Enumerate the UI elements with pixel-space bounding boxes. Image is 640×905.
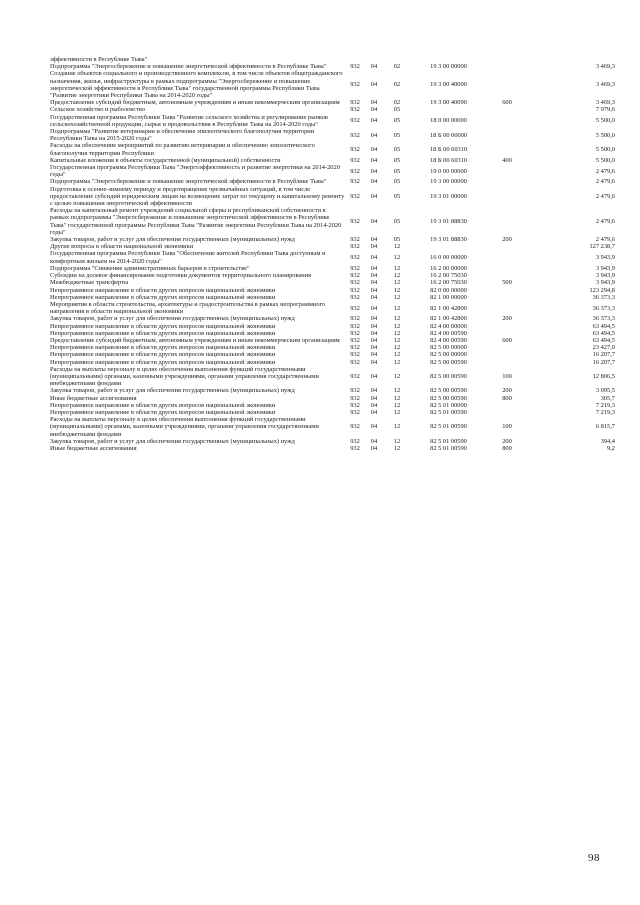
row-subsection: 12 — [393, 408, 401, 416]
table-row — [50, 387, 615, 394]
table-row — [50, 63, 615, 70]
row-subsection: 05 — [393, 192, 401, 200]
row-amount: 3 943,9 — [595, 272, 615, 280]
row-expense-type — [487, 186, 527, 208]
row-section: 04 — [370, 81, 378, 89]
row-admin-code: 932 — [350, 272, 360, 280]
row-target-article — [410, 56, 487, 63]
row-expense-type: 800 — [502, 394, 512, 402]
row-admin-code: 932 — [350, 178, 360, 186]
row-expense-type — [487, 294, 527, 301]
row-target-article: 18 Б 00 60310 — [429, 156, 468, 164]
row-amount: 5 500,0 — [595, 131, 615, 139]
row-target-article: 82 4 00 00000 — [430, 322, 467, 330]
table-row — [50, 250, 615, 264]
row-section: 04 — [370, 99, 378, 107]
row-section: 04 — [370, 336, 378, 344]
row-name: эффективности в Республике Тыва" — [50, 56, 148, 63]
row-section: 04 — [370, 106, 378, 114]
row-admin-code: 932 — [350, 156, 360, 164]
row-admin-code: 932 — [350, 351, 360, 359]
row-name: Непрограммное направление в области других вопросов национальной экономики — [50, 358, 276, 366]
row-amount: 16 207,7 — [592, 358, 615, 366]
row-expense-type: 200 — [502, 437, 512, 445]
row-expense-type: 100 — [502, 423, 512, 431]
row-subsection: 12 — [393, 444, 401, 452]
row-target-article: 19 3 01 00000 — [430, 192, 467, 200]
row-name: Создание объектов социального и производственного комплексов, в том числе объектов общегражданского назначения, жилья, инфраструктуры в рамках подпрограммы "Энергосбережение и повышение энергетической эффективности в Республике Тыва" государственной программы Республики Тыва "Развитие энергетики Республики Тыва на 2014-2020 годы" — [50, 70, 343, 100]
row-subsection: 05 — [393, 106, 401, 114]
row-admin-code: 932 — [350, 423, 360, 431]
row-name: Закупка товаров, работ и услуг для обеспечения государственных (муниципальных) нужд — [50, 315, 295, 323]
row-name: Расходы на выплаты персоналу в целях обеспечения выполнения функций государственными (муниципальными) органами, казенными учреждениями, органами управления государственными внебюджетными фондами — [50, 365, 319, 388]
row-admin-code: 932 — [350, 344, 360, 352]
row-amount: 2 479,6 — [595, 218, 615, 226]
row-subsection: 12 — [393, 279, 401, 287]
row-target-article: 82 5 00 00000 — [430, 351, 467, 359]
table-row — [50, 366, 615, 388]
row-subsection: 12 — [393, 344, 401, 352]
row-amount: 63 494,5 — [592, 322, 615, 330]
row-target-article: 82 4 00 00590 — [430, 329, 467, 337]
row-amount: 3 943,9 — [595, 264, 615, 272]
row-admin-code: 932 — [350, 131, 360, 139]
row-target-article: 82 1 00 42800 — [430, 315, 467, 323]
row-amount: 16 207,7 — [592, 351, 615, 359]
row-admin-code: 932 — [350, 106, 360, 114]
row-subsection: 05 — [393, 178, 401, 186]
row-subsection: 12 — [393, 264, 401, 272]
row-name: Непрограммное направление в области других вопросов национальной экономики — [50, 408, 276, 416]
row-subsection: 05 — [393, 236, 401, 244]
row-target-article: 19 0 00 00000 — [430, 167, 467, 175]
row-section: 04 — [370, 423, 378, 431]
row-admin-code: 932 — [350, 279, 360, 287]
row-section: 04 — [370, 218, 378, 226]
row-expense-type: 200 — [502, 236, 512, 244]
row-amount: 63 494,5 — [592, 329, 615, 337]
row-name: Подпрограмма "Развитие ветеринарии и обеспечение эпизоотического благополучия территории Республики Тыва на 2015-2020 годы" — [50, 128, 315, 143]
row-section: 04 — [370, 437, 378, 445]
row-subsection: 05 — [393, 131, 401, 139]
row-target-article: 19 3 01 88830 — [430, 236, 467, 244]
row-expense-type — [487, 402, 527, 409]
row-target-article: 82 4 00 00590 — [430, 336, 467, 344]
row-name: Государственная программа Республики Тыва "Развитие сельского хозяйства и регулирование рынков сельскохозяйственной продукции, сырья и продовольствия в Республике Тыва на 2014-2020 годы" — [50, 113, 328, 128]
table-row — [50, 265, 615, 272]
table-row — [50, 157, 615, 164]
row-subsection: 05 — [393, 156, 401, 164]
table-row — [50, 279, 615, 286]
row-subsection: 05 — [393, 117, 401, 125]
row-target-article: 16 0 00 00000 — [430, 254, 467, 262]
row-expense-type — [487, 323, 527, 330]
row-subsection: 12 — [393, 372, 401, 380]
row-amount: 3 095,5 — [595, 387, 615, 395]
row-section: 04 — [370, 236, 378, 244]
table-row — [50, 207, 615, 236]
table-row — [50, 409, 615, 416]
row-subsection: 12 — [393, 351, 401, 359]
row-section: 04 — [370, 192, 378, 200]
row-admin-code: 932 — [350, 243, 360, 251]
row-expense-type — [487, 330, 527, 337]
row-target-article: 82 1 00 42800 — [430, 304, 467, 312]
table-row — [50, 351, 615, 358]
page-number: 98 — [588, 852, 600, 864]
row-section: 04 — [370, 444, 378, 452]
table-row — [50, 323, 615, 330]
row-target-article: 82 5 00 00590 — [430, 394, 467, 402]
row-amount: 5 500,0 — [595, 117, 615, 125]
row-subsection: 12 — [393, 254, 401, 262]
row-amount: 3 469,3 — [595, 81, 615, 89]
row-target-article: 19 3 00 40090 — [430, 99, 467, 107]
row-section — [364, 56, 384, 63]
table-row — [50, 344, 615, 351]
row-section: 04 — [370, 279, 378, 287]
row-amount: 23 427,0 — [592, 344, 615, 352]
row-section: 04 — [370, 358, 378, 366]
table-row — [50, 301, 615, 315]
row-admin-code: 932 — [350, 401, 360, 409]
row-expense-type — [487, 250, 527, 264]
row-section: 04 — [370, 117, 378, 125]
row-expense-type — [487, 287, 527, 294]
row-section: 04 — [370, 304, 378, 312]
table-row — [50, 128, 615, 142]
row-section: 04 — [370, 156, 378, 164]
row-name: Непрограммное направление в области других вопросов национальной экономики — [50, 344, 276, 352]
row-name: Предоставление субсидий бюджетным, автономным учреждениям и иным некоммерческим организациям — [50, 99, 340, 107]
row-expense-type — [487, 207, 527, 236]
row-amount: 9,2 — [607, 444, 615, 452]
row-amount: 5 500,0 — [595, 156, 615, 164]
table-row — [50, 294, 615, 301]
table-row — [50, 236, 615, 243]
row-amount: 36 373,3 — [592, 293, 615, 301]
row-subsection: 12 — [393, 315, 401, 323]
row-admin-code: 932 — [350, 146, 360, 154]
table-row — [50, 359, 615, 366]
row-subsection: 12 — [393, 394, 401, 402]
table-row — [50, 416, 615, 438]
row-admin-code: 932 — [350, 117, 360, 125]
row-subsection: 12 — [393, 387, 401, 395]
row-admin-code: 932 — [350, 387, 360, 395]
row-expense-type — [487, 359, 527, 366]
row-name: Государственная программа Республики Тыва "Энергоэффективность и развитие энергетики на 2014-2020 годы" — [50, 164, 340, 179]
row-expense-type: 800 — [502, 444, 512, 452]
row-amount: 305,7 — [600, 394, 615, 402]
row-expense-type: 200 — [502, 315, 512, 323]
row-target-article: 82 5 00 00590 — [430, 387, 467, 395]
table-row — [50, 164, 615, 178]
row-target-article: 82 5 00 00000 — [430, 344, 467, 352]
row-expense-type — [487, 409, 527, 416]
row-subsection: 12 — [393, 437, 401, 445]
row-admin-code: 932 — [350, 236, 360, 244]
row-subsection: 12 — [393, 293, 401, 301]
row-target-article: 82 5 01 00000 — [430, 401, 467, 409]
row-section: 04 — [370, 315, 378, 323]
row-name: Капитальные вложения в объекты государственной (муниципальной) собственности — [50, 156, 281, 164]
row-name: Сельское хозяйство и рыболовство — [50, 106, 146, 114]
table-row — [50, 106, 615, 113]
row-amount: 5 500,0 — [595, 146, 615, 154]
table-row — [50, 272, 615, 279]
row-section: 04 — [370, 293, 378, 301]
row-name: Иные бюджетные ассигнования — [50, 394, 137, 402]
row-subsection: 12 — [393, 243, 401, 251]
row-subsection: 05 — [393, 167, 401, 175]
row-amount: 7 979,6 — [595, 106, 615, 114]
row-name: Непрограммное направление в области других вопросов национальной экономики — [50, 351, 276, 359]
row-section: 04 — [370, 322, 378, 330]
row-admin-code: 932 — [350, 63, 360, 71]
row-target-article: 82 1 00 00000 — [430, 293, 467, 301]
row-target-article: 19 3 00 00000 — [430, 63, 467, 71]
row-amount: 7 219,3 — [595, 401, 615, 409]
row-section: 04 — [370, 344, 378, 352]
row-section: 04 — [370, 329, 378, 337]
row-target-article: 82 5 01 00590 — [430, 423, 467, 431]
row-subsection: 12 — [393, 358, 401, 366]
row-target-article: 19 3 00 00000 — [430, 178, 467, 186]
row-admin-code — [346, 56, 364, 63]
row-amount: 3 469,3 — [595, 99, 615, 107]
row-target-article: 82 0 00 00000 — [430, 286, 467, 294]
row-admin-code: 932 — [350, 336, 360, 344]
row-target-article: 19 3 00 40090 — [430, 81, 467, 89]
row-target-article: 18 Б 00 00000 — [429, 131, 468, 139]
row-subsection: 02 — [393, 99, 401, 107]
row-target-article: 19 3 01 88830 — [430, 218, 467, 226]
row-subsection — [384, 56, 410, 63]
table-row — [50, 330, 615, 337]
row-admin-code: 932 — [350, 167, 360, 175]
row-amount: 3 943,9 — [595, 254, 615, 262]
row-amount — [527, 56, 615, 63]
row-expense-type: 500 — [502, 279, 512, 287]
row-amount: 2 479,6 — [595, 192, 615, 200]
row-name: Расходы на обеспечение мероприятий по развитию ветеринарии и обеспечению эпизоотического благополучия территории Республики — [50, 142, 315, 157]
row-expense-type — [487, 344, 527, 351]
row-admin-code: 932 — [350, 408, 360, 416]
row-subsection: 12 — [393, 322, 401, 330]
row-name: Предоставление субсидий бюджетным, автономным учреждениям и иным некоммерческим организациям — [50, 336, 340, 344]
row-expense-type — [487, 70, 527, 99]
row-expense-type — [487, 142, 527, 156]
row-section: 04 — [370, 408, 378, 416]
row-name: Подготовка к осенне-зимнему периоду и предотвращение чрезвычайных ситуаций, в том числе предоставление субсидий юридическим лицам на возмещение затрат по текущему и капитальному ремонту с целью повышения энергетической эффективности — [50, 185, 345, 208]
row-subsection: 12 — [393, 401, 401, 409]
row-subsection: 05 — [393, 218, 401, 226]
row-expense-type — [487, 178, 527, 185]
table-row — [50, 438, 615, 445]
row-section: 04 — [370, 372, 378, 380]
row-admin-code: 932 — [350, 254, 360, 262]
row-name: Государственная программа Республики Тыва "Обеспечение жителей Республики Тыва доступным и комфортным жильем на 2014-2020 годы" — [50, 250, 326, 265]
row-section: 04 — [370, 272, 378, 280]
row-admin-code: 932 — [350, 315, 360, 323]
row-target-article: 18 0 00 00000 — [430, 117, 467, 125]
row-subsection: 12 — [393, 336, 401, 344]
table-row — [50, 178, 615, 185]
row-amount: 2 479,6 — [595, 167, 615, 175]
row-subsection: 12 — [393, 304, 401, 312]
row-amount: 36 373,3 — [592, 304, 615, 312]
row-section: 04 — [370, 387, 378, 395]
table-row — [50, 114, 615, 128]
table-row — [50, 445, 615, 452]
row-expense-type — [487, 301, 527, 315]
row-section: 04 — [370, 351, 378, 359]
row-admin-code: 932 — [350, 322, 360, 330]
row-section: 04 — [370, 401, 378, 409]
row-expense-type — [487, 56, 527, 63]
table-row — [50, 315, 615, 322]
row-target-article: 16 2 00 75030 — [430, 272, 467, 280]
row-subsection: 12 — [393, 272, 401, 280]
row-amount: 3 469,3 — [595, 63, 615, 71]
table-row — [50, 337, 615, 344]
row-subsection: 12 — [393, 423, 401, 431]
budget-table — [50, 56, 615, 452]
row-name: Закупка товаров, работ и услуг для обеспечения государственных (муниципальных) нужд — [50, 437, 295, 445]
budget-table-body — [50, 56, 615, 452]
row-target-article: 82 5 00 00590 — [430, 358, 467, 366]
row-expense-type — [487, 114, 527, 128]
row-name: Подпрограмма "Снижение административных барьеров в строительстве" — [50, 264, 250, 272]
row-name: Закупка товаров, работ и услуг для обеспечения государственных (муниципальных) нужд — [50, 236, 295, 244]
row-section: 04 — [370, 167, 378, 175]
row-name: Мероприятия в области строительства, архитектуры и градостроительства в рамках непрограммного направления в области национальной экономики — [50, 300, 326, 316]
row-target-article — [410, 106, 487, 113]
row-amount: 2 479,6 — [595, 236, 615, 244]
table-row — [50, 99, 615, 106]
row-name: Непрограммное направление в области других вопросов национальной экономики — [50, 293, 276, 301]
row-name: Иные бюджетные ассигнования — [50, 444, 137, 452]
row-section: 04 — [370, 394, 378, 402]
row-name: Межбюджетные трансферты — [50, 279, 129, 287]
row-section: 04 — [370, 131, 378, 139]
row-amount: 63 494,5 — [592, 336, 615, 344]
row-admin-code: 932 — [350, 444, 360, 452]
table-row — [50, 56, 615, 63]
row-admin-code: 932 — [350, 81, 360, 89]
row-target-article: 82 5 01 00590 — [430, 437, 467, 445]
table-row — [50, 70, 615, 99]
row-subsection: 12 — [393, 286, 401, 294]
row-name: Расходы на выплаты персоналу в целях обеспечения выполнения функций государственными (муниципальными) органами, казенными учреждениями, органами управления государственными внебюджетными фондами — [50, 416, 319, 438]
row-subsection: 02 — [393, 63, 401, 71]
row-target-article: 82 5 01 00590 — [430, 408, 467, 416]
row-name: Непрограммное направление в области других вопросов национальной экономики — [50, 286, 276, 294]
row-subsection: 12 — [393, 329, 401, 337]
table-row — [50, 142, 615, 156]
row-expense-type: 200 — [502, 387, 512, 395]
row-amount: 3 943,9 — [595, 279, 615, 287]
row-admin-code: 932 — [350, 372, 360, 380]
row-section: 04 — [370, 63, 378, 71]
row-expense-type — [487, 265, 527, 272]
table-row — [50, 395, 615, 402]
row-admin-code: 932 — [350, 264, 360, 272]
row-section: 04 — [370, 254, 378, 262]
row-target-article — [410, 243, 487, 250]
row-name: Непрограммное направление в области других вопросов национальной экономики — [50, 322, 276, 330]
row-section: 04 — [370, 146, 378, 154]
row-expense-type — [487, 272, 527, 279]
table-row — [50, 402, 615, 409]
row-admin-code: 932 — [350, 218, 360, 226]
row-name: Непрограммное направление в области других вопросов национальной экономики — [50, 401, 276, 409]
row-expense-type — [487, 243, 527, 250]
row-target-article: 18 Б 00 60310 — [429, 146, 468, 154]
row-section: 04 — [370, 243, 378, 251]
row-amount: 127 238,7 — [589, 243, 615, 251]
row-expense-type — [487, 63, 527, 70]
row-admin-code: 932 — [350, 358, 360, 366]
row-amount: 7 219,3 — [595, 408, 615, 416]
row-name: Подпрограмма "Энергосбережение и повышение энергетической эффективности в Республике Тыва" — [50, 63, 327, 71]
row-name: Субсидии на долевое финансирование подготовки документов территориального планирования — [50, 272, 312, 280]
row-admin-code: 932 — [350, 286, 360, 294]
row-name: Закупка товаров, работ и услуг для обеспечения государственных (муниципальных) нужд — [50, 387, 295, 395]
row-section: 04 — [370, 178, 378, 186]
row-expense-type — [487, 351, 527, 358]
row-admin-code: 932 — [350, 192, 360, 200]
table-row — [50, 243, 615, 250]
row-admin-code: 932 — [350, 329, 360, 337]
row-section: 04 — [370, 264, 378, 272]
row-name: Другие вопросы в области национальной экономики — [50, 243, 194, 251]
row-expense-type: 600 — [502, 336, 512, 344]
row-target-article: 16 2 00 75030 — [430, 279, 467, 287]
row-section: 04 — [370, 286, 378, 294]
row-expense-type: 600 — [502, 99, 512, 107]
row-amount: 12 806,5 — [592, 372, 615, 380]
row-target-article: 82 5 00 00590 — [430, 372, 467, 380]
row-amount: 6 815,7 — [595, 423, 615, 431]
row-admin-code: 932 — [350, 304, 360, 312]
row-target-article: 16 2 00 00000 — [430, 264, 467, 272]
row-name: Расходы на капитальный ремонт учреждений социальной сферы и республиканской собственности в рамках подпрограммы "Энергосбережение и повышение энергетической эффективности в Республике Тыва" государственной программы Республики Тыва "Развитие энергетики Республики Тыва на 2014-2020 годы" — [50, 207, 342, 236]
table-row — [50, 186, 615, 208]
row-admin-code: 932 — [350, 99, 360, 107]
row-name: Непрограммное направление в области других вопросов национальной экономики — [50, 329, 276, 337]
row-expense-type: 100 — [502, 372, 512, 380]
row-admin-code: 932 — [350, 293, 360, 301]
row-target-article: 82 5 01 00590 — [430, 444, 467, 452]
row-subsection: 05 — [393, 146, 401, 154]
row-expense-type — [487, 128, 527, 142]
row-expense-type — [487, 106, 527, 113]
row-admin-code: 932 — [350, 437, 360, 445]
row-amount: 123 294,8 — [589, 286, 615, 294]
row-subsection: 02 — [393, 81, 401, 89]
row-amount: 394,4 — [600, 437, 615, 445]
table-row — [50, 287, 615, 294]
row-expense-type: 400 — [502, 156, 512, 164]
row-admin-code: 932 — [350, 394, 360, 402]
row-name: Подпрограмма "Энергосбережение и повышение энергетической эффективности в Республике Тыва" — [50, 178, 327, 186]
row-expense-type — [487, 164, 527, 178]
row-amount: 36 373,3 — [592, 315, 615, 323]
row-amount: 2 479,6 — [595, 178, 615, 186]
